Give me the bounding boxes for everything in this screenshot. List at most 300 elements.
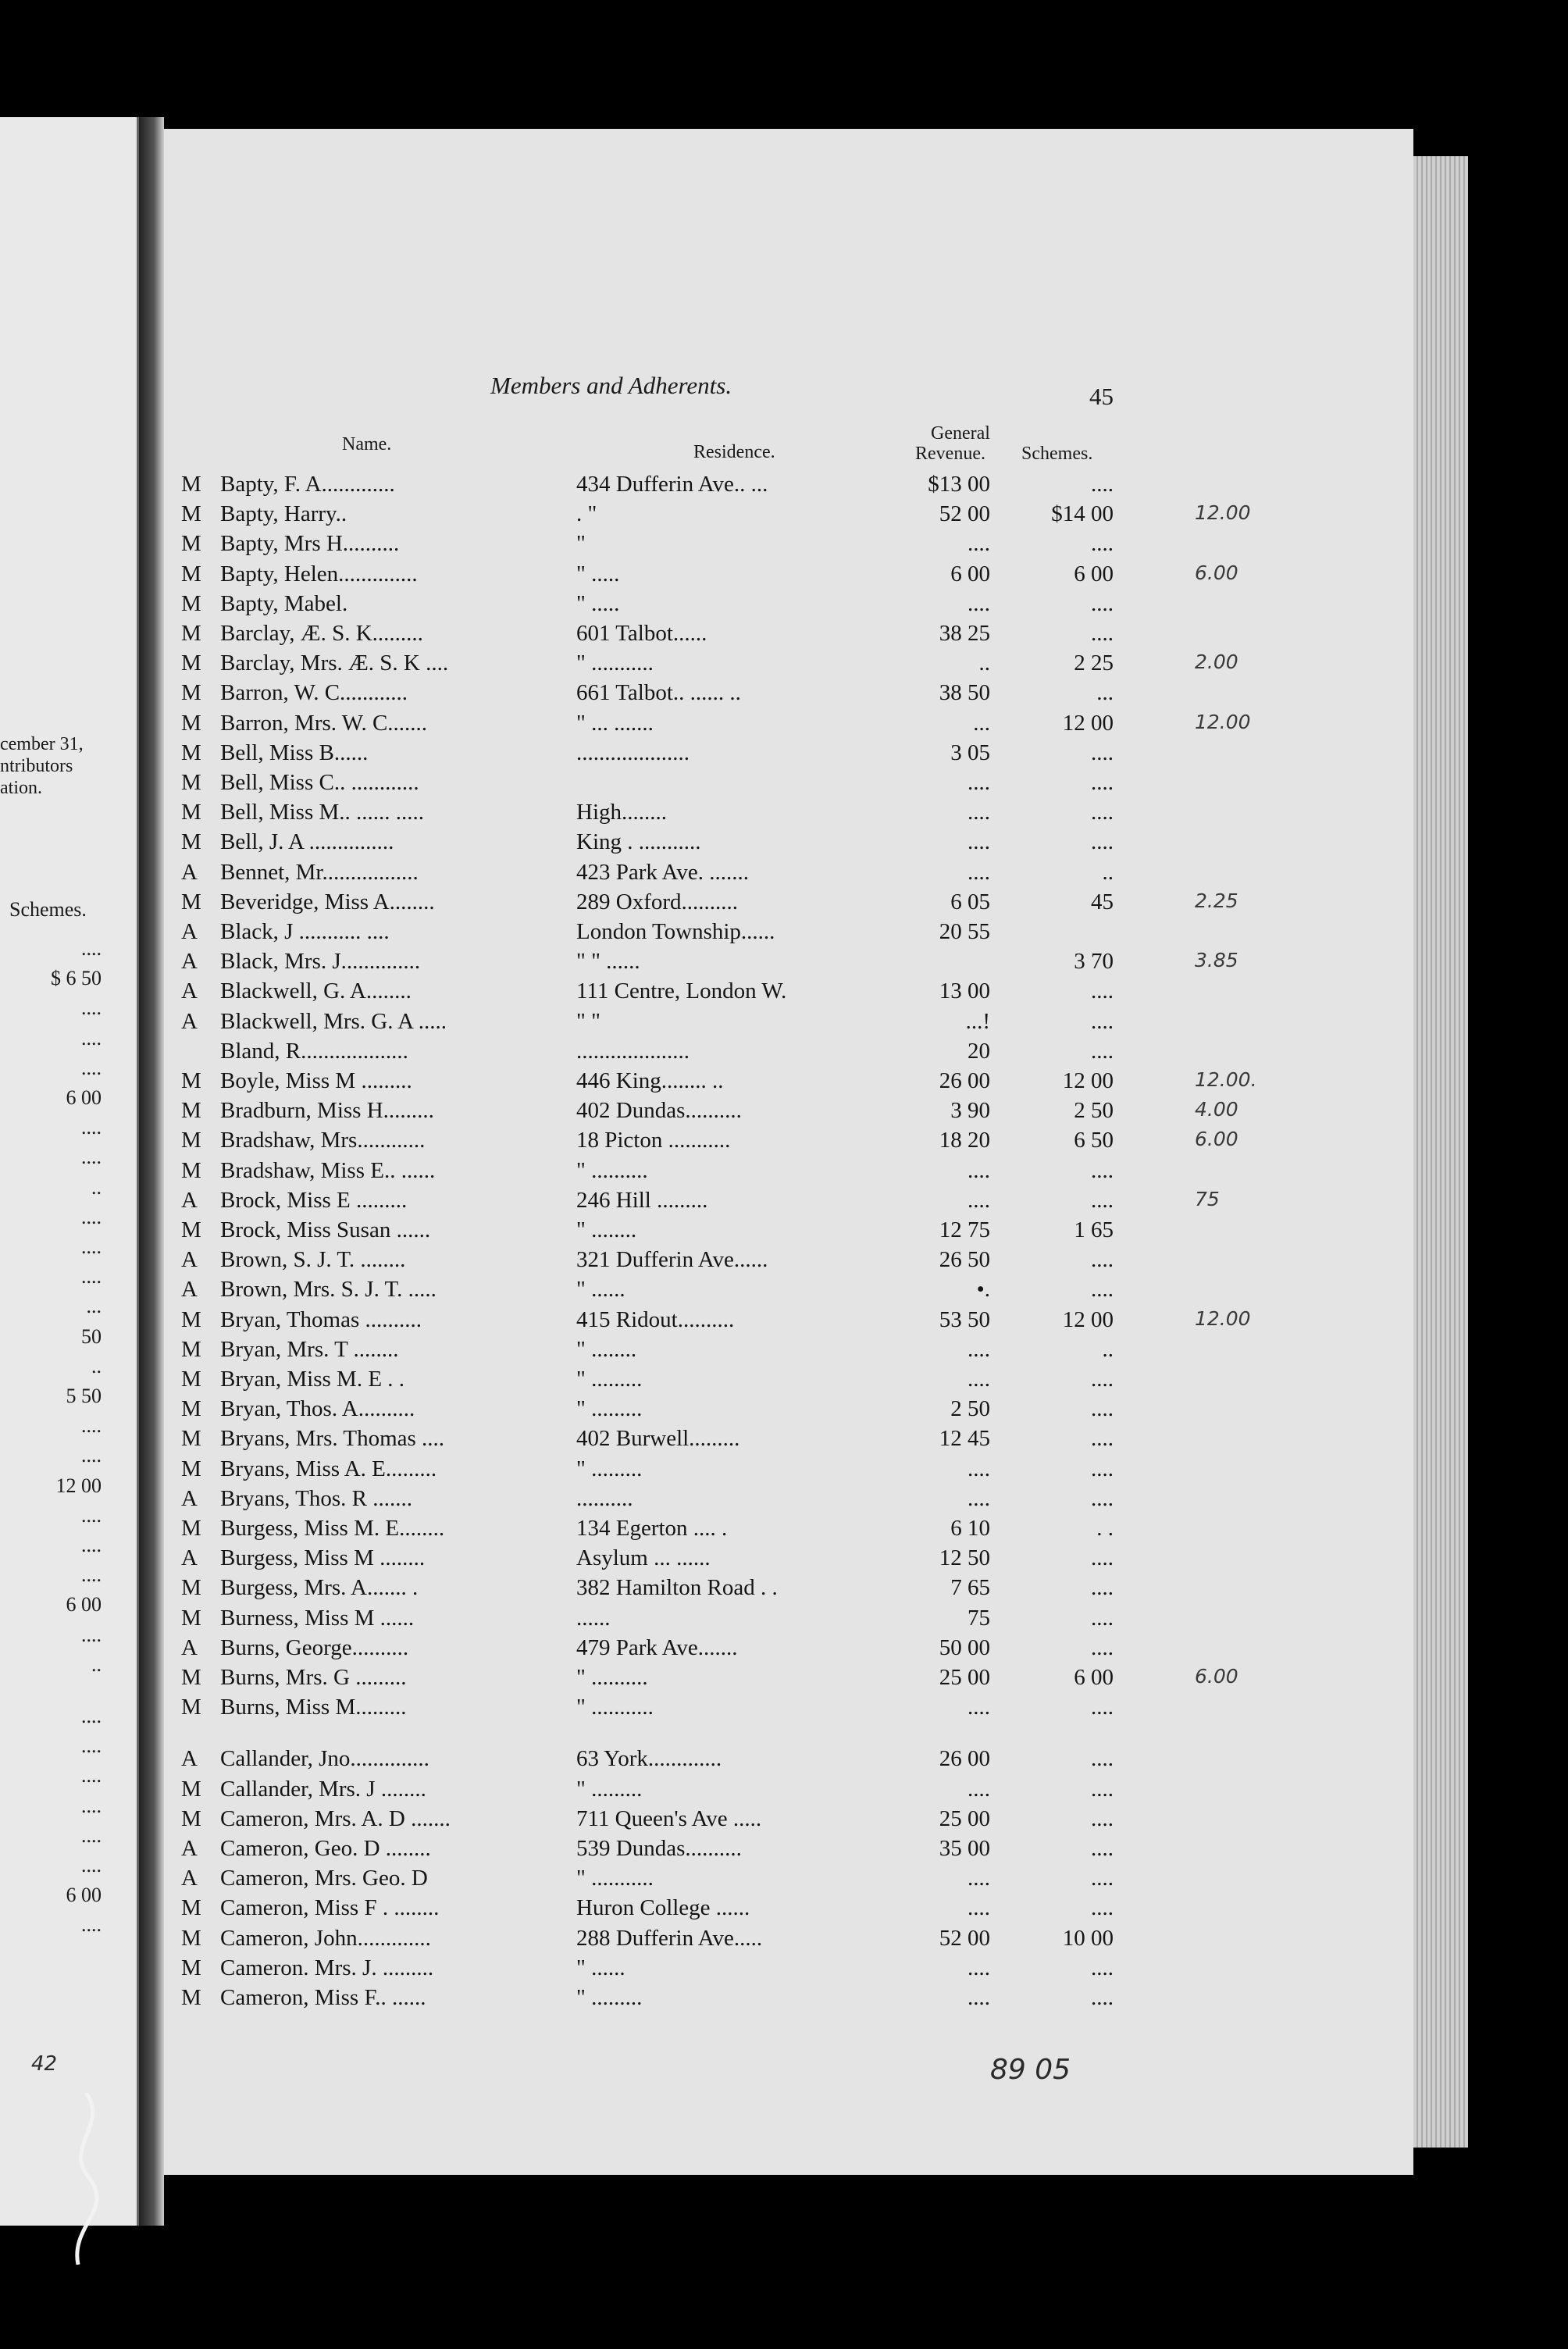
member-class: M	[181, 1157, 201, 1183]
left-schemes-value: 12 00	[55, 1474, 102, 1497]
ledger-row	[0, 1777, 1406, 1806]
general-revenue: ....	[968, 1157, 990, 1183]
member-class: A	[181, 1277, 198, 1303]
general-revenue: 25 00	[939, 1805, 990, 1831]
general-revenue: ....	[968, 531, 990, 557]
member-name: Black, Mrs. J..............	[220, 949, 421, 975]
ledger-row	[0, 740, 1406, 770]
left-schemes-value: 6 00	[66, 1086, 102, 1109]
member-residence: ......	[576, 1605, 611, 1631]
ledger-row	[0, 1009, 1406, 1039]
member-residence: 711 Queen's Ave .....	[576, 1805, 762, 1831]
handwritten-amount: 75	[1195, 1187, 1220, 1210]
general-revenue: ....	[968, 590, 990, 616]
member-class: M	[181, 1098, 201, 1124]
ledger-row	[0, 860, 1406, 889]
general-revenue: 3 05	[950, 740, 990, 765]
member-name: Bradshaw, Mrs............	[220, 1128, 426, 1153]
member-residence: 321 Dufferin Ave......	[576, 1247, 768, 1273]
member-residence: " .........	[576, 1776, 643, 1802]
handwritten-amount: 6.00	[1195, 1665, 1238, 1688]
member-residence: " ...........	[576, 1866, 654, 1891]
member-name: Bryan, Mrs. T ........	[220, 1336, 399, 1362]
general-revenue: 12 45	[939, 1426, 990, 1452]
member-name: Burness, Miss M ......	[220, 1605, 415, 1631]
general-revenue: ....	[968, 1485, 990, 1511]
ledger-row	[0, 680, 1406, 710]
member-residence: Asylum ... ......	[576, 1545, 711, 1571]
member-residence: 246 Hill .........	[576, 1187, 708, 1213]
left-schemes-value: ....	[81, 1146, 102, 1169]
member-name: Burgess, Miss M ........	[220, 1545, 426, 1571]
schemes-amount: ....	[1091, 621, 1114, 646]
ledger-row	[0, 1337, 1406, 1367]
ledger-row	[0, 1247, 1406, 1277]
schemes-amount: ..	[1102, 1336, 1114, 1362]
member-name: Brock, Miss E .........	[220, 1187, 408, 1213]
schemes-amount: ....	[1091, 1187, 1114, 1213]
member-residence: ....................	[576, 1038, 690, 1064]
member-name: Burns, George..........	[220, 1634, 409, 1660]
general-revenue: 26 00	[939, 1068, 990, 1093]
left-schemes-value: ....	[81, 1026, 102, 1050]
member-residence: " ...........	[576, 651, 654, 676]
ledger-row	[0, 1307, 1406, 1337]
member-class: M	[181, 710, 201, 736]
general-revenue: 6 00	[950, 561, 990, 586]
ledger-row	[0, 1128, 1406, 1157]
schemes-amount: ....	[1091, 740, 1114, 765]
page-number: 45	[1089, 383, 1114, 410]
left-schemes-value: ....	[81, 1503, 102, 1527]
member-class: M	[181, 1128, 201, 1153]
left-schemes-value: ....	[81, 1534, 102, 1556]
member-class: M	[181, 1665, 201, 1690]
left-schemes-value: ....	[81, 1414, 102, 1438]
ledger-row	[0, 919, 1406, 949]
member-class: A	[181, 919, 198, 944]
general-revenue: ....	[968, 1367, 990, 1392]
general-revenue: 20 55	[939, 919, 990, 944]
member-name: Bennet, Mr.................	[220, 859, 419, 885]
left-schemes-value: ....	[81, 1265, 102, 1289]
schemes-amount: ....	[1091, 1746, 1114, 1772]
general-revenue: 26 50	[939, 1247, 990, 1273]
member-class: A	[181, 859, 198, 885]
ledger-row	[0, 1456, 1406, 1486]
schemes-amount: ....	[1091, 1247, 1114, 1273]
general-revenue: ....	[968, 770, 990, 795]
member-residence: " ...........	[576, 1695, 654, 1720]
member-name: Barron, W. C............	[220, 680, 408, 706]
general-revenue: ...!	[965, 1008, 990, 1034]
member-class: M	[181, 1217, 201, 1242]
left-schemes-value: ..	[91, 1652, 102, 1676]
ledger-row	[0, 1665, 1406, 1695]
handwritten-amount: 6.00	[1195, 561, 1238, 584]
schemes-amount: $14 00	[1051, 501, 1114, 527]
member-class: A	[181, 949, 198, 975]
member-class: A	[181, 1866, 198, 1891]
schemes-amount: ....	[1091, 1776, 1114, 1802]
member-name: Burgess, Miss M. E........	[220, 1516, 445, 1541]
member-residence: 402 Dundas..........	[576, 1098, 742, 1124]
member-name: Bryans, Thos. R .......	[220, 1485, 412, 1511]
ledger-row	[0, 561, 1406, 591]
schemes-amount: 2 25	[1074, 651, 1114, 676]
member-name: Brock, Miss Susan ......	[220, 1217, 431, 1242]
member-name: Bapty, F. A.............	[220, 472, 395, 497]
schemes-amount: ....	[1091, 531, 1114, 557]
schemes-amount: ....	[1091, 829, 1114, 855]
column-header-name: Name.	[342, 434, 392, 454]
member-class: A	[181, 1746, 198, 1772]
member-name: Bradshaw, Miss E.. ......	[220, 1157, 436, 1183]
member-residence: " "	[576, 1008, 600, 1034]
left-schemes-value: 50	[81, 1324, 102, 1348]
schemes-amount: 12 00	[1062, 710, 1114, 736]
general-revenue: 26 00	[939, 1746, 990, 1772]
member-name: Cameron. Mrs. J. .........	[220, 1955, 434, 1980]
member-name: Burns, Mrs. G .........	[220, 1665, 407, 1690]
general-revenue: ....	[968, 1336, 990, 1362]
general-revenue: 53 50	[939, 1306, 990, 1332]
ledger-row	[0, 1098, 1406, 1128]
ledger-row	[0, 1516, 1406, 1545]
member-residence: 479 Park Ave.......	[576, 1634, 738, 1660]
left-schemes-value: 6 00	[66, 1593, 102, 1616]
left-schemes-value: ....	[81, 1205, 102, 1228]
bookmark-string	[55, 2093, 117, 2265]
member-class: M	[181, 1068, 201, 1093]
member-residence: " ........	[576, 1336, 637, 1362]
member-class: A	[181, 1247, 198, 1273]
member-residence: 415 Ridout..........	[576, 1306, 735, 1332]
member-class: M	[181, 889, 201, 914]
member-name: Bryan, Thos. A..........	[220, 1396, 415, 1422]
member-class: M	[181, 1805, 201, 1831]
general-revenue: ....	[968, 800, 990, 825]
member-name: Blackwell, Mrs. G. A .....	[220, 1008, 447, 1034]
left-schemes-value: ....	[81, 1734, 102, 1758]
schemes-amount: 1 65	[1074, 1217, 1114, 1242]
general-revenue: 38 25	[939, 621, 990, 646]
ledger-row	[0, 1545, 1406, 1575]
member-class: A	[181, 1187, 198, 1213]
member-residence: " ......	[576, 1277, 625, 1303]
ledger-row	[0, 621, 1406, 651]
member-class: M	[181, 1776, 201, 1802]
left-handwritten-note: 42	[31, 2052, 58, 2076]
ledger-row	[0, 1188, 1406, 1217]
member-residence: ..........	[576, 1485, 633, 1511]
member-name: Brown, S. J. T. ........	[220, 1247, 406, 1273]
member-residence: " .........	[576, 1367, 643, 1392]
left-fragment-1: cember 31,	[0, 734, 84, 754]
member-residence: "	[576, 531, 586, 557]
member-name: Bell, Miss M.. ...... .....	[220, 800, 425, 825]
ledger-row	[0, 591, 1406, 621]
ledger-row	[0, 1955, 1406, 1985]
general-revenue: ....	[968, 1776, 990, 1802]
ledger-row	[0, 1277, 1406, 1306]
member-name: Bell, Miss C.. ............	[220, 770, 419, 795]
member-residence: " .........	[576, 1985, 643, 2010]
member-class: M	[181, 590, 201, 616]
ledger-row	[0, 1039, 1406, 1068]
member-class: M	[181, 651, 201, 676]
member-name: Bell, J. A ...............	[220, 829, 394, 855]
member-name: Beveridge, Miss A........	[220, 889, 435, 914]
member-name: Bell, Miss B......	[220, 740, 369, 765]
schemes-amount: ....	[1091, 1985, 1114, 2010]
member-class: A	[181, 1545, 198, 1571]
left-schemes-value: 5 50	[66, 1385, 102, 1407]
schemes-amount: ....	[1091, 1895, 1114, 1921]
member-class: M	[181, 472, 201, 497]
member-name: Cameron, Miss F.. ......	[220, 1985, 426, 2010]
member-residence: " ..........	[576, 1665, 648, 1690]
column-header-general-1: General	[931, 423, 990, 444]
member-residence: 111 Centre, London W.	[576, 978, 787, 1004]
ledger-row	[0, 472, 1406, 501]
schemes-amount: ....	[1091, 1008, 1114, 1034]
handwritten-amount: 12.00	[1195, 1306, 1251, 1330]
member-residence: King . ...........	[576, 829, 701, 855]
left-schemes-value: ....	[81, 1623, 102, 1646]
schemes-amount: ....	[1091, 590, 1114, 616]
left-schemes-value: ....	[81, 996, 102, 1020]
schemes-amount: ....	[1091, 1805, 1114, 1831]
member-name: Callander, Jno..............	[220, 1746, 429, 1772]
general-revenue: ....	[968, 1866, 990, 1891]
left-schemes-value: ....	[81, 1794, 102, 1817]
schemes-amount: ....	[1091, 1605, 1114, 1631]
ledger-row	[0, 531, 1406, 561]
member-class: A	[181, 978, 198, 1004]
ledger-row	[0, 1158, 1406, 1188]
member-residence: High........	[576, 800, 667, 825]
member-residence: 446 King........ ..	[576, 1068, 724, 1093]
general-revenue: 6 10	[950, 1516, 990, 1541]
member-residence: " .....	[576, 561, 620, 586]
left-schemes-value: ..	[91, 1354, 102, 1378]
left-schemes-value: ....	[81, 1116, 102, 1139]
member-name: Bradburn, Miss H.........	[220, 1098, 434, 1124]
member-class: M	[181, 829, 201, 855]
member-class: M	[181, 1426, 201, 1452]
member-class: M	[181, 561, 201, 586]
left-fragment-3: ation.	[0, 778, 42, 798]
member-class: M	[181, 1306, 201, 1332]
general-revenue: •.	[976, 1277, 990, 1303]
member-residence: . "	[576, 501, 597, 527]
column-header-schemes: Schemes.	[1021, 444, 1093, 464]
general-revenue: 3 90	[950, 1098, 990, 1124]
ledger-row	[0, 1806, 1406, 1836]
general-revenue: ....	[968, 1955, 990, 1980]
member-name: Bryan, Miss M. E . .	[220, 1367, 405, 1392]
general-revenue: 7 65	[950, 1575, 990, 1601]
handwritten-amount: 6.00	[1195, 1128, 1238, 1151]
left-schemes-value: ....	[81, 1444, 102, 1467]
ledger-row	[0, 1895, 1406, 1925]
handwritten-amount: 12.00	[1195, 710, 1251, 733]
member-residence: " ......	[576, 1955, 625, 1980]
schemes-amount: ....	[1091, 1695, 1114, 1720]
ledger-row	[0, 1836, 1406, 1866]
member-class: M	[181, 1516, 201, 1541]
schemes-amount: ....	[1091, 978, 1114, 1004]
member-residence: 134 Egerton .... .	[576, 1516, 728, 1541]
member-name: Cameron, John.............	[220, 1925, 431, 1951]
member-residence: 18 Picton ...........	[576, 1128, 731, 1153]
ledger-row	[0, 1426, 1406, 1456]
member-name: Barclay, Mrs. Æ. S. K ....	[220, 651, 449, 676]
page-title: Members and Adherents.	[490, 372, 732, 399]
general-revenue: 52 00	[939, 1925, 990, 1951]
member-name: Brown, Mrs. S. J. T. .....	[220, 1277, 437, 1303]
member-residence: 63 York.............	[576, 1746, 722, 1772]
ledger-row	[0, 770, 1406, 800]
schemes-amount: ....	[1091, 800, 1114, 825]
member-residence: " " ......	[576, 949, 640, 975]
general-revenue: 18 20	[939, 1128, 990, 1153]
schemes-amount: ....	[1091, 1866, 1114, 1891]
schemes-amount: ....	[1091, 1456, 1114, 1481]
general-revenue: $13 00	[928, 472, 990, 497]
ledger-row	[0, 1396, 1406, 1426]
left-schemes-value: ....	[81, 1056, 102, 1079]
ledger-row	[0, 1367, 1406, 1396]
member-residence: Huron College ......	[576, 1895, 750, 1921]
schemes-amount: ....	[1091, 1575, 1114, 1601]
member-class: M	[181, 740, 201, 765]
schemes-amount: ..	[1102, 859, 1114, 885]
handwritten-amount: 2.25	[1195, 889, 1238, 912]
member-class: A	[181, 1008, 198, 1034]
left-schemes-value: ....	[81, 1235, 102, 1258]
general-revenue: 50 00	[939, 1634, 990, 1660]
schemes-amount: 6 50	[1074, 1128, 1114, 1153]
left-schemes-value: ....	[81, 937, 102, 960]
general-revenue: ...	[973, 710, 990, 736]
schemes-amount: ....	[1091, 472, 1114, 497]
left-schemes-value: ....	[81, 1854, 102, 1877]
member-class: M	[181, 1955, 201, 1980]
schemes-amount: 6 00	[1074, 561, 1114, 586]
member-class: M	[181, 800, 201, 825]
member-name: Burns, Miss M.........	[220, 1695, 407, 1720]
member-name: Blackwell, G. A........	[220, 978, 412, 1004]
member-residence: " .........	[576, 1456, 643, 1481]
member-class: M	[181, 1575, 201, 1601]
member-name: Bapty, Mrs H..........	[220, 531, 400, 557]
member-class: M	[181, 1367, 201, 1392]
ledger-row	[0, 501, 1406, 531]
schemes-amount: ....	[1091, 1157, 1114, 1183]
member-name: Cameron, Miss F . ........	[220, 1895, 440, 1921]
schemes-amount: ....	[1091, 1634, 1114, 1660]
general-revenue: 35 00	[939, 1836, 990, 1861]
member-class: M	[181, 680, 201, 706]
member-residence: 289 Oxford..........	[576, 889, 739, 914]
schemes-amount: 2 50	[1074, 1098, 1114, 1124]
general-revenue: ....	[968, 829, 990, 855]
schemes-amount: ....	[1091, 1836, 1114, 1861]
general-revenue: ....	[968, 1895, 990, 1921]
ledger-row	[0, 949, 1406, 978]
left-schemes-value: ...	[86, 1295, 102, 1318]
member-class: M	[181, 770, 201, 795]
member-name: Barron, Mrs. W. C.......	[220, 710, 428, 736]
member-name: Cameron, Mrs. A. D .......	[220, 1805, 451, 1831]
member-residence: 661 Talbot.. ...... ..	[576, 680, 741, 706]
ledger-row	[0, 1217, 1406, 1247]
left-schemes-value: $ 6 50	[51, 967, 102, 990]
schemes-amount: ....	[1091, 1396, 1114, 1422]
member-residence: 434 Dufferin Ave.. ...	[576, 472, 768, 497]
schemes-amount: ....	[1091, 1038, 1114, 1064]
page-edges	[1413, 156, 1468, 2148]
ledger-row	[0, 1985, 1406, 2015]
general-revenue: 13 00	[939, 978, 990, 1004]
member-class: M	[181, 1925, 201, 1951]
schemes-amount: ....	[1091, 770, 1114, 795]
schemes-amount: 45	[1091, 889, 1114, 914]
ledger-row	[0, 1695, 1406, 1724]
member-class: M	[181, 1695, 201, 1720]
member-name: Callander, Mrs. J ........	[220, 1776, 426, 1802]
schemes-amount: 6 00	[1074, 1665, 1114, 1690]
schemes-amount: 3 70	[1074, 949, 1114, 975]
member-class: M	[181, 531, 201, 557]
column-header-general-2: Revenue.	[915, 444, 985, 464]
member-residence: " .........	[576, 1396, 643, 1422]
member-residence: 288 Dufferin Ave.....	[576, 1925, 763, 1951]
member-residence: " ..........	[576, 1157, 648, 1183]
ledger-row	[0, 1635, 1406, 1665]
left-schemes-value: ....	[81, 1764, 102, 1788]
member-class: A	[181, 1836, 198, 1861]
member-residence: " ........	[576, 1217, 637, 1242]
left-schemes-value: ....	[81, 1823, 102, 1847]
member-name: Barclay, Æ. S. K.........	[220, 621, 423, 646]
ledger-row	[0, 651, 1406, 680]
member-name: Bryans, Miss A. E.........	[220, 1456, 437, 1481]
member-name: Bapty, Mabel.	[220, 590, 348, 616]
general-revenue: ....	[968, 1985, 990, 2010]
member-residence: " .....	[576, 590, 620, 616]
general-revenue: 12 75	[939, 1217, 990, 1242]
ledger-row	[0, 711, 1406, 740]
general-revenue: 12 50	[939, 1545, 990, 1571]
general-revenue: 75	[968, 1605, 990, 1631]
member-residence: 601 Talbot......	[576, 621, 707, 646]
general-revenue: ..	[978, 651, 990, 676]
member-class: M	[181, 1396, 201, 1422]
general-revenue: ....	[968, 1456, 990, 1481]
left-schemes-value: ....	[81, 1563, 102, 1587]
general-revenue: ....	[968, 1695, 990, 1720]
general-revenue: 38 50	[939, 680, 990, 706]
ledger-row	[0, 1575, 1406, 1605]
member-class: M	[181, 621, 201, 646]
schemes-amount: ...	[1096, 680, 1114, 706]
member-residence: London Township......	[576, 919, 775, 944]
member-name: Burgess, Mrs. A....... .	[220, 1575, 419, 1601]
member-class: M	[181, 501, 201, 527]
